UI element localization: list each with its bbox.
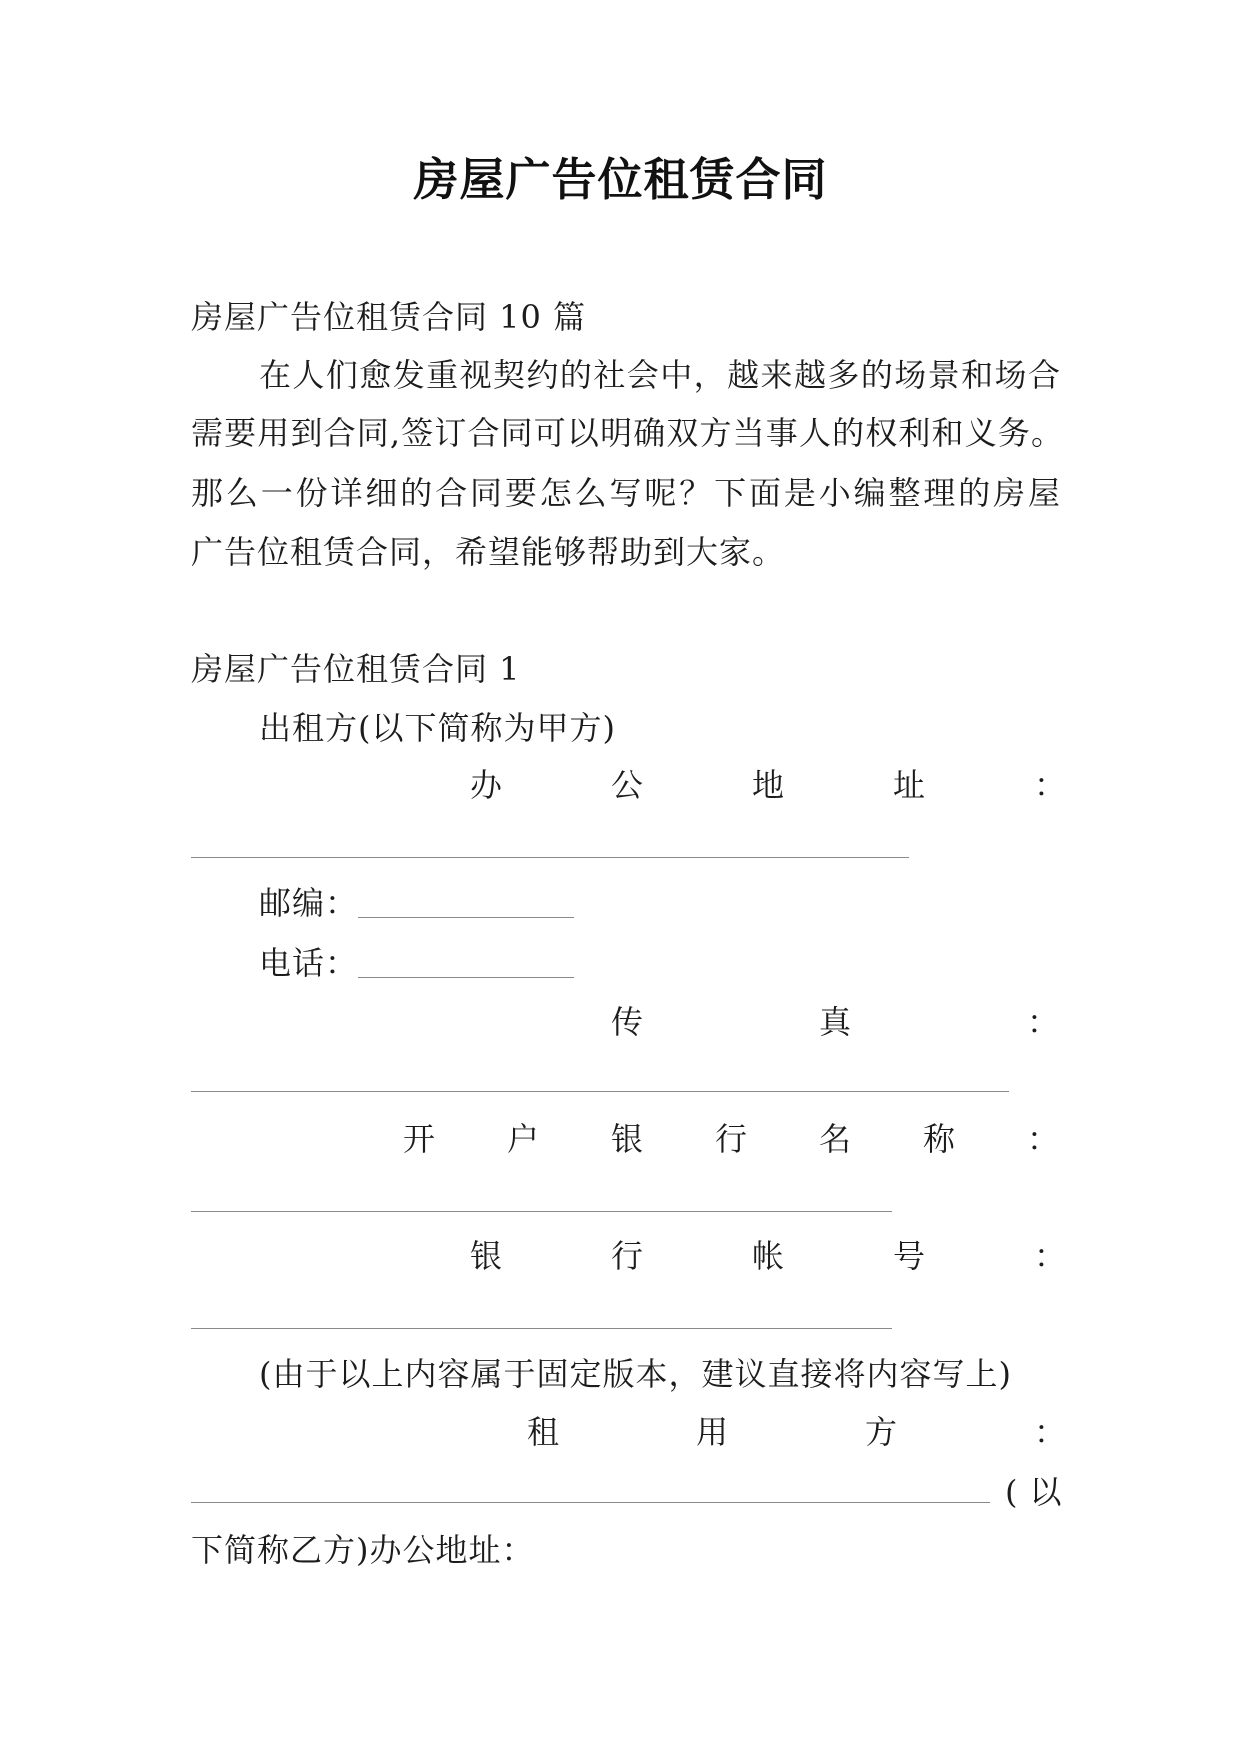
bank-account-label: 银行帐号：: [470, 1237, 1176, 1275]
lessee-alias-start: (以: [1005, 1473, 1074, 1511]
lessee-name-blank-line: [191, 1502, 990, 1503]
intro-line: 广告位租赁合同，希望能够帮助到大家。: [191, 533, 786, 571]
fax-label: 传真：: [611, 1003, 1236, 1041]
bank-name-blank-line: [191, 1211, 892, 1212]
postcode-blank-line: [358, 917, 574, 918]
fixed-version-note: (由于以上内容属于固定版本，建议直接将内容写上): [259, 1355, 1012, 1393]
bank-account-blank-line: [191, 1328, 892, 1329]
lessee-label: 租用方：: [527, 1413, 1204, 1451]
intro-line: 那么一份详细的合同要怎么写呢？下面是小编整理的房屋: [191, 474, 1060, 512]
lessee-alias-continuation: 下简称乙方)办公地址：: [191, 1531, 535, 1569]
office-address-blank-line: [191, 857, 909, 858]
document-title: 房屋广告位租赁合同: [413, 153, 828, 206]
lessor-intro: 出租方(以下简称为甲方): [259, 709, 616, 747]
contract-heading: 房屋广告位租赁合同 1: [191, 650, 521, 688]
bank-name-label: 开户银行名称：: [403, 1120, 1132, 1158]
phone-blank-line: [358, 977, 574, 978]
phone-label: 电话：: [259, 944, 359, 982]
intro-line: 在人们愈发重视契约的社会中，越来越多的场景和场合: [259, 356, 1060, 394]
collection-heading: 房屋广告位租赁合同 10 篇: [191, 298, 587, 336]
office-address-label: 办公地址：: [470, 766, 1176, 804]
fax-blank-line: [191, 1091, 1009, 1092]
postcode-label: 邮编：: [259, 884, 359, 922]
intro-line: 需要用到合同,签订合同可以明确双方当事人的权利和义务。: [191, 414, 1063, 452]
